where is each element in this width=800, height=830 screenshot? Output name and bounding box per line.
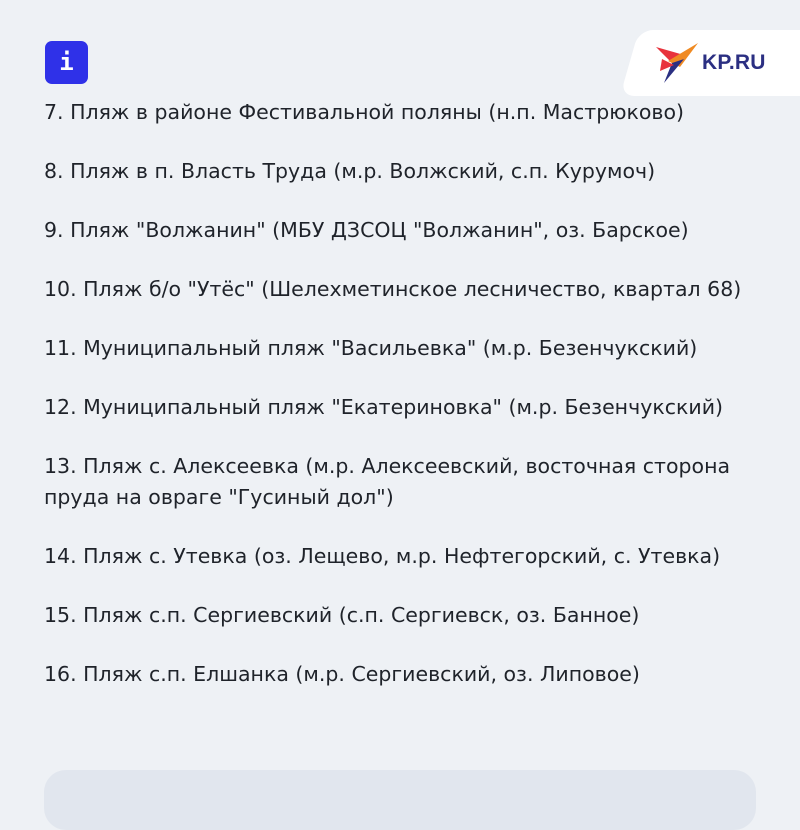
info-icon: i xyxy=(45,41,88,84)
bottom-card xyxy=(44,770,756,830)
list-item: 10. Пляж б/о "Утёс" (Шелехметинское лесничество, квартал 68) xyxy=(44,277,742,301)
list-item: 13. Пляж с. Алексеевка (м.р. Алексеевский, восточная сторона пруда на овраге "Гусиный дол") xyxy=(44,454,731,509)
logo-text: KP.RU xyxy=(702,51,766,74)
list-item: 12. Муниципальный пляж "Екатериновка" (м.р. Безенчукский) xyxy=(44,395,724,419)
list-item: 7. Пляж в районе Фестивальной поляны (н.п. Мастрюково) xyxy=(44,100,685,124)
list-item: 9. Пляж "Волжанин" (МБУ ДЗСОЦ "Волжанин", оз. Барское) xyxy=(44,218,689,242)
list-item: 14. Пляж с. Утевка (оз. Лещево, м.р. Нефтегорский, с. Утевка) xyxy=(44,544,721,568)
list-item: 16. Пляж с.п. Елшанка (м.р. Сергиевский, оз. Липовое) xyxy=(44,662,640,686)
kp-logo[interactable] xyxy=(654,40,788,86)
kp-bird-logo-icon xyxy=(654,41,700,85)
beach-list xyxy=(44,97,774,718)
list-item: 15. Пляж с.п. Сергиевский (с.п. Сергиевск, оз. Банное) xyxy=(44,603,640,627)
list-item: 11. Муниципальный пляж "Васильевка" (м.р. Безенчукский) xyxy=(44,336,698,360)
list-item: 8. Пляж в п. Власть Труда (м.р. Волжский, с.п. Курумоч) xyxy=(44,159,656,183)
